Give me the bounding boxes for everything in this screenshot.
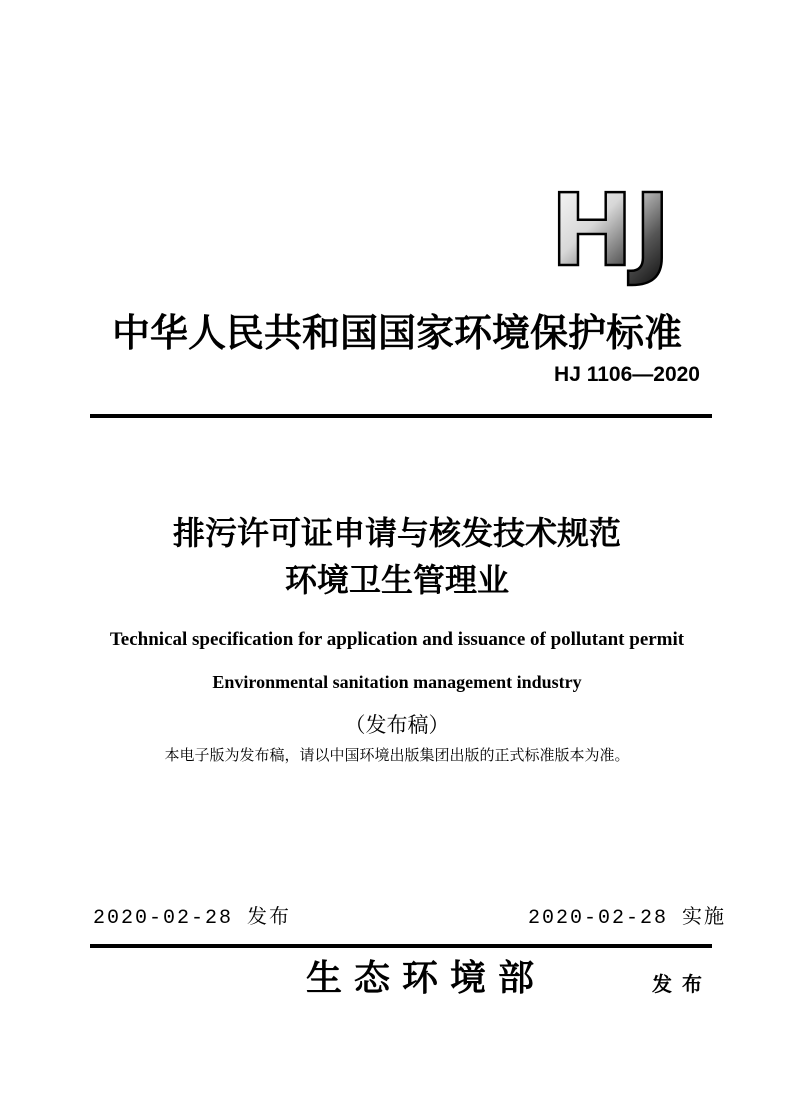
title-cn-line2: 环境卫生管理业: [284, 562, 509, 598]
draft-version-label: （发布稿）: [344, 713, 450, 737]
title-cn-line1: 排污许可证申请与核发技术规范: [172, 515, 621, 551]
electronic-version-disclaimer: 本电子版为发布稿，请以中国环境出版集团出版的正式标准版本为准。: [164, 748, 630, 764]
document-title-en-line1: Technical specification for application and issuance of pollutant permit: [109, 629, 685, 650]
implementation-date: 2020-02-28 实施: [527, 907, 726, 930]
standard-type-heading: 中华人民共和国国家环境保护标准: [111, 313, 682, 355]
top-divider-rule: [90, 414, 712, 418]
document-title-cn: [0, 510, 794, 604]
bottom-divider-rule: [90, 944, 712, 948]
document-number: HJ 1106—2020: [554, 363, 700, 386]
issue-date: 2020-02-28 发布: [93, 907, 292, 930]
document-title-en-line2: Environmental sanitation management industry: [212, 672, 582, 692]
hj-standard-logo: [548, 168, 698, 288]
hj-logo-text: HJ: [550, 172, 671, 288]
issuing-ministry: 生态环境部: [306, 958, 547, 998]
issued-by-label: 发布: [652, 974, 712, 996]
